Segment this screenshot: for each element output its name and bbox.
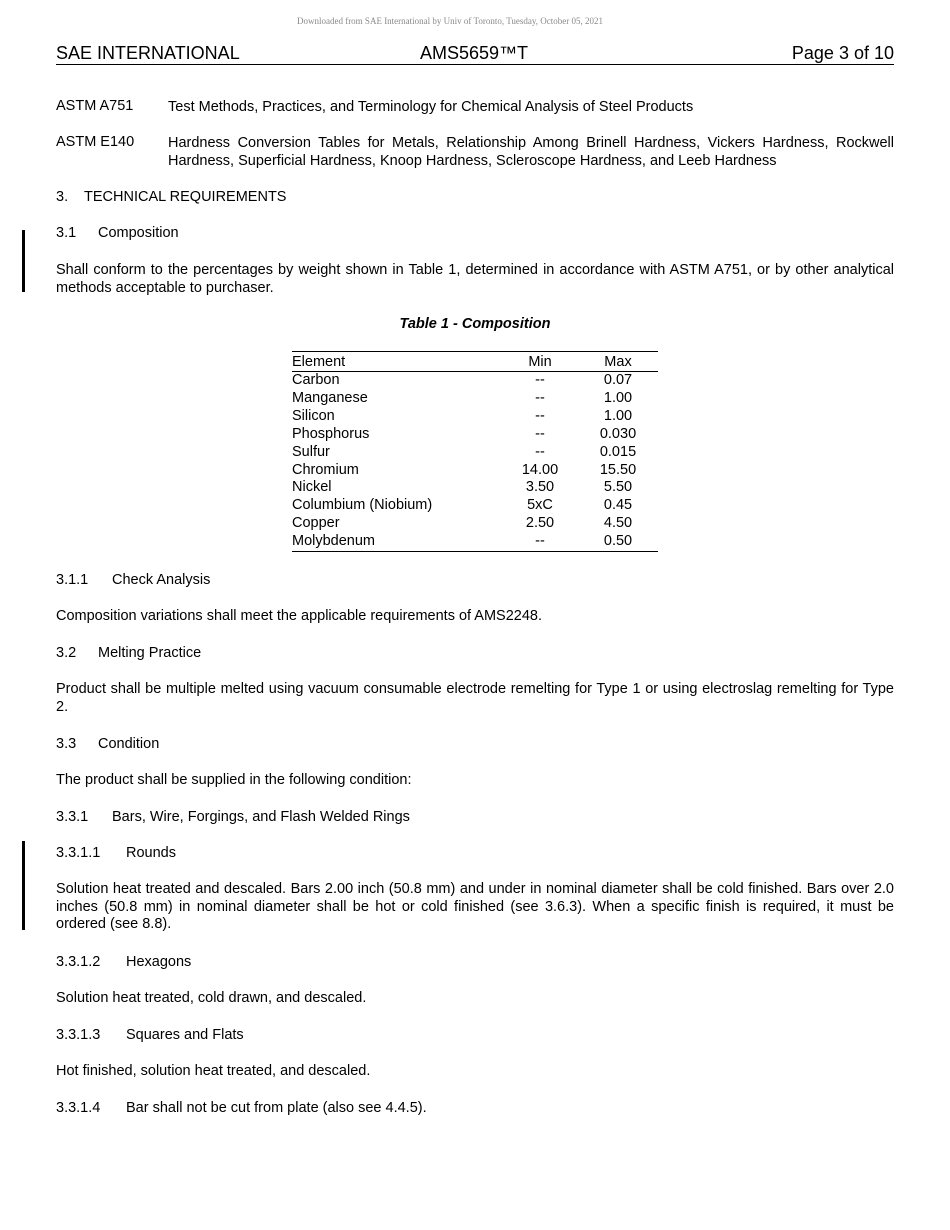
section-3-3-1-number: 3.3.1 <box>56 809 89 825</box>
cell-max: 0.030 <box>599 425 637 442</box>
cell-min: -- <box>535 407 545 424</box>
section-3-number: 3. <box>56 189 69 205</box>
table-row <box>292 390 658 408</box>
section-3-3-1-2-body: Solution heat treated, cold drawn, and descaled. <box>56 990 367 1006</box>
cell-element: Molybdenum <box>292 533 502 551</box>
section-3-3-body: The product shall be supplied in the following condition: <box>56 772 412 788</box>
col-header-element: Element <box>292 352 502 372</box>
section-3-3-1-1-body: Solution heat treated and descaled. Bars 2.00 inch (50.8 mm) and under in nominal diameter shall be cold finished. Bars over 2.0 inches (50.8 mm) in nominal diameter shall be hot or cold finished (see 3.6.3). When a specific finish is required, it must be ordered (see 8.8). <box>56 881 894 932</box>
table-header-row <box>292 352 658 372</box>
ref-title-a751: Test Methods, Practices, and Terminology for Chemical Analysis of Steel Products <box>168 99 694 115</box>
download-watermark: Downloaded from SAE International by Univ of Toronto, Tuesday, October 05, 2021 <box>296 16 604 26</box>
cell-min: 5xC <box>527 497 553 514</box>
revision-change-bar <box>22 841 25 930</box>
cell-min: -- <box>535 372 545 388</box>
cell-min: -- <box>535 425 545 442</box>
section-3-3-1-title: Bars, Wire, Forgings, and Flash Welded Rings <box>112 809 410 825</box>
cell-element: Manganese <box>292 389 368 406</box>
table-row <box>292 408 658 426</box>
section-3-3-1-1-number: 3.3.1.1 <box>56 845 101 861</box>
col-header-max: Max <box>578 352 658 372</box>
cell-max: 0.45 <box>603 497 633 514</box>
cell-max: 5.50 <box>603 479 633 496</box>
section-3-3-1-2-title: Hexagons <box>126 954 192 970</box>
section-3-1-number: 3.1 <box>56 225 77 241</box>
table-row <box>292 444 658 462</box>
cell-max: 1.00 <box>603 407 633 424</box>
section-3-3-number: 3.3 <box>56 736 77 752</box>
cell-element: Phosphorus <box>292 425 370 442</box>
cell-min: -- <box>535 443 545 460</box>
cell-element: Sulfur <box>292 443 330 460</box>
cell-max: 1.00 <box>603 389 633 406</box>
header-doc-id: AMS5659™T <box>420 43 529 63</box>
table-row <box>292 426 658 444</box>
section-3-1-body: Shall conform to the percentages by weight shown in Table 1, determined in accordance with ASTM A751, or by other analytical methods acceptable to purchaser. <box>56 262 894 296</box>
cell-min: -- <box>502 533 578 551</box>
page-header <box>56 43 894 65</box>
section-3-1-title: Composition <box>98 225 179 241</box>
table-1-title: Table 1 - Composition <box>399 316 551 332</box>
cell-min: 2.50 <box>525 515 555 532</box>
ref-code-e140: ASTM E140 <box>56 134 135 150</box>
ref-title-e140: Hardness Conversion Tables for Metals, Relationship Among Brinell Hardness, Vickers Hardness, Rockwell Hardness, Superficial Hardness, Knoop Hardness, Scleroscope Hardness, and Leeb Hardness <box>168 135 894 169</box>
header-page-number: Page 3 of 10 <box>791 43 894 63</box>
section-3-3-1-3-number: 3.3.1.3 <box>56 1027 101 1043</box>
section-3-3-1-2-number: 3.3.1.2 <box>56 954 101 970</box>
header-org: SAE INTERNATIONAL <box>56 43 240 63</box>
cell-element: Nickel <box>292 479 332 496</box>
table-row <box>292 515 658 533</box>
section-3-1-1-number: 3.1.1 <box>56 572 89 588</box>
ref-code-a751: ASTM A751 <box>56 98 134 114</box>
cell-min: 14.00 <box>521 461 559 478</box>
cell-max: 0.015 <box>599 443 637 460</box>
cell-element: Silicon <box>292 407 335 424</box>
table-row <box>292 372 658 390</box>
section-3-1-1-title: Check Analysis <box>112 572 211 588</box>
cell-max: 0.50 <box>578 533 658 551</box>
cell-element: Columbium (Niobium) <box>292 497 433 514</box>
cell-max: 0.07 <box>603 372 633 388</box>
section-3-3-1-1-title: Rounds <box>126 845 176 861</box>
section-3-3-title: Condition <box>98 736 160 752</box>
section-3-2-title: Melting Practice <box>98 645 202 661</box>
table-row <box>292 497 658 515</box>
cell-element: Carbon <box>292 372 340 388</box>
table-row <box>292 462 658 480</box>
cell-element: Copper <box>292 515 340 532</box>
cell-min: -- <box>535 389 545 406</box>
revision-change-bar <box>22 230 25 292</box>
composition-table <box>292 351 658 552</box>
section-3-2-number: 3.2 <box>56 645 77 661</box>
col-header-min: Min <box>502 352 578 372</box>
cell-element: Chromium <box>292 461 359 478</box>
table-row <box>292 533 658 551</box>
section-3-3-1-3-body: Hot finished, solution heat treated, and descaled. <box>56 1063 371 1079</box>
section-3-title: TECHNICAL REQUIREMENTS <box>84 189 287 205</box>
section-3-3-1-4-title: Bar shall not be cut from plate (also see 4.4.5). <box>126 1100 427 1116</box>
section-3-3-1-4-number: 3.3.1.4 <box>56 1100 101 1116</box>
section-3-2-body: Product shall be multiple melted using vacuum consumable electrode remelting for Type 1 or using electroslag remelting for Type 2. <box>56 681 894 715</box>
section-3-3-1-3-title: Squares and Flats <box>126 1027 244 1043</box>
cell-min: 3.50 <box>525 479 555 496</box>
cell-max: 4.50 <box>603 515 633 532</box>
table-row <box>292 479 658 497</box>
cell-max: 15.50 <box>599 461 637 478</box>
section-3-1-1-body: Composition variations shall meet the applicable requirements of AMS2248. <box>56 608 543 624</box>
